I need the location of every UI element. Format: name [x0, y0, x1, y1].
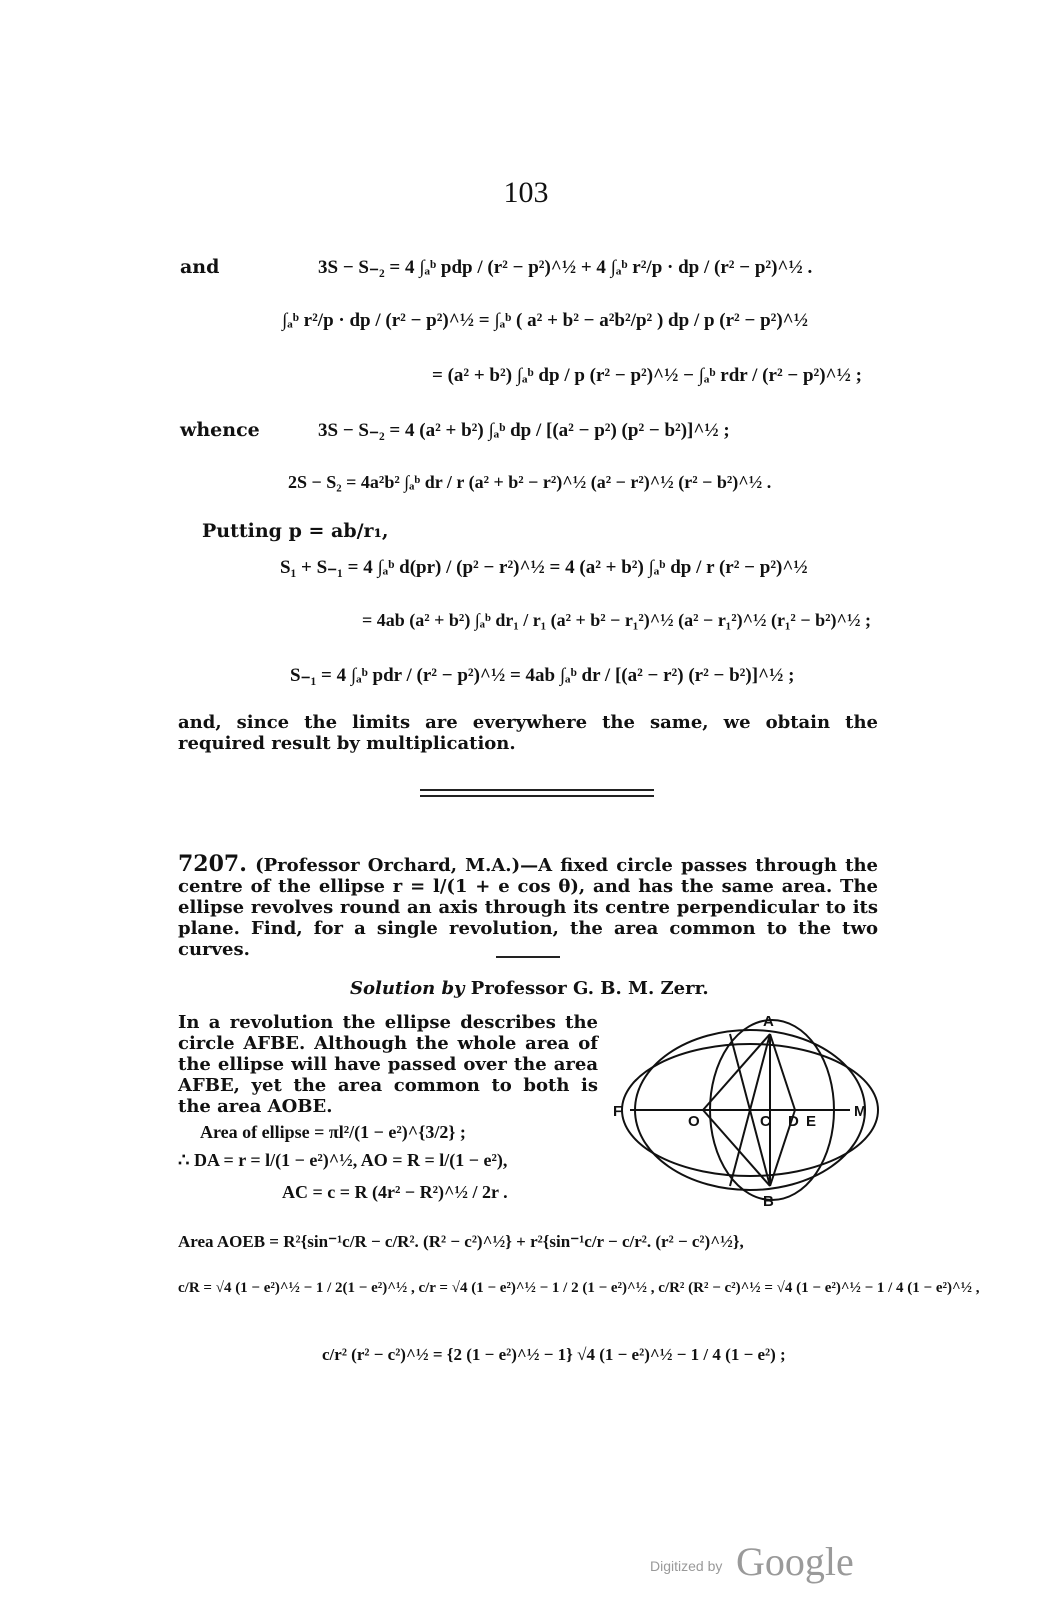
problem-paragraph [178, 851, 878, 960]
separator-top [420, 789, 654, 791]
solution-author: Professor G. B. M. Zerr. [470, 978, 709, 999]
solution-line-1: Area of ellipse = πl²/(1 − e²)^{3/2} ; [200, 1122, 466, 1142]
solution-heading [350, 978, 709, 999]
equation-3: = (a² + b²) ∫ₐᵇ dp / p (r² − p²)^½ − ∫ₐᵇ rdr / (r² − p²)^½ ; [432, 365, 862, 386]
solution-line-5: c/R = √4 (1 − e²)^½ − 1 / 2(1 − e²)^½ , c/r = √4 (1 − e²)^½ − 1 / 2 (1 − e²)^½ , c/R² (R² − c²)^½ = √4 (1 − e²)^½ − 1 / 4 (1 − e²)^½ , [178, 1280, 980, 1296]
label-E: E [806, 1113, 817, 1130]
solution-line-4: Area AOEB = R²{sin⁻¹c/R − c/R². (R² − c²)^½} + r²{sin⁻¹c/r − c/r². (r² − c²)^½}, [178, 1232, 744, 1251]
problem-text: (Professor Orchard, M.A.)—A fixed circle passes through the centre of the ellipse r = l/(1 + e cos θ), and has the same area. The ellipse revolves round an axis through its centre perpendicular to its plane. Find, for a single revolution, the area common to the two curves. [178, 855, 878, 960]
label-B: B [763, 1193, 774, 1210]
label-O: O [688, 1113, 700, 1130]
digitized-by-text: Digitized by [650, 1558, 723, 1574]
equation-4: 3S − S₋₂ = 4 (a² + b²) ∫ₐᵇ dp / [(a² − p²) (p² − b²)]^½ ; [318, 420, 730, 441]
label-F: F [613, 1103, 623, 1120]
closing-paragraph: and, since the limits are everywhere the same, we obtain the required result by multiplication. [178, 712, 878, 754]
label-A: A [763, 1013, 774, 1030]
solution-heading-by: Solution by [350, 978, 465, 999]
google-logo: Google [736, 1539, 854, 1584]
short-rule [496, 956, 560, 958]
solution-line-6: c/r² (r² − c²)^½ = {2 (1 − e²)^½ − 1} √4 (1 − e²)^½ − 1 / 4 (1 − e²) ; [322, 1345, 786, 1364]
solution-line-2: ∴ DA = r = l/(1 − e²)^½, AO = R = l/(1 − e²), [178, 1150, 508, 1170]
equation-1: 3S − S₋₂ = 4 ∫ₐᵇ pdp / (r² − p²)^½ + 4 ∫ₐᵇ r²/p · dp / (r² − p²)^½ . [318, 257, 813, 278]
putting-line: Putting p = ab/r₁, [202, 520, 389, 542]
equation-8: S₋₁ = 4 ∫ₐᵇ pdr / (r² − p²)^½ = 4ab ∫ₐᵇ dr / [(a² − r²) (r² − b²)]^½ ; [290, 665, 795, 686]
solution-line-3: AC = c = R (4r² − R²)^½ / 2r . [282, 1182, 508, 1202]
equation-2: ∫ₐᵇ r²/p · dp / (r² − p²)^½ = ∫ₐᵇ ( a² + b² − a²b²/p² ) dp / p (r² − p²)^½ [282, 310, 808, 331]
equation-5: 2S − S₂ = 4a²b² ∫ₐᵇ dr / r (a² + b² − r²)^½ (a² − r²)^½ (r² − b²)^½ . [288, 472, 772, 492]
solution-intro: In a revolution the ellipse describes the circle AFBE. Although the whole area of the ellipse will have passed over the area AFBE, yet the area common to both is the area AOBE. [178, 1012, 598, 1117]
problem-number: 7207. [178, 851, 247, 877]
label-C: C [760, 1113, 771, 1130]
word-and: and [180, 256, 220, 278]
page-number: 103 [503, 176, 549, 209]
label-D: D [788, 1113, 799, 1130]
geometry-figure [610, 1010, 880, 1210]
label-M: M [854, 1103, 867, 1120]
word-whence: whence [180, 419, 260, 441]
separator-bottom [420, 795, 654, 797]
equation-7: = 4ab (a² + b²) ∫ₐᵇ dr₁ / r₁ (a² + b² − r₁²)^½ (a² − r₁²)^½ (r₁² − b²)^½ ; [362, 610, 871, 630]
equation-6: S₁ + S₋₁ = 4 ∫ₐᵇ d(pr) / (p² − r²)^½ = 4 (a² + b²) ∫ₐᵇ dp / r (r² − p²)^½ [280, 557, 808, 578]
